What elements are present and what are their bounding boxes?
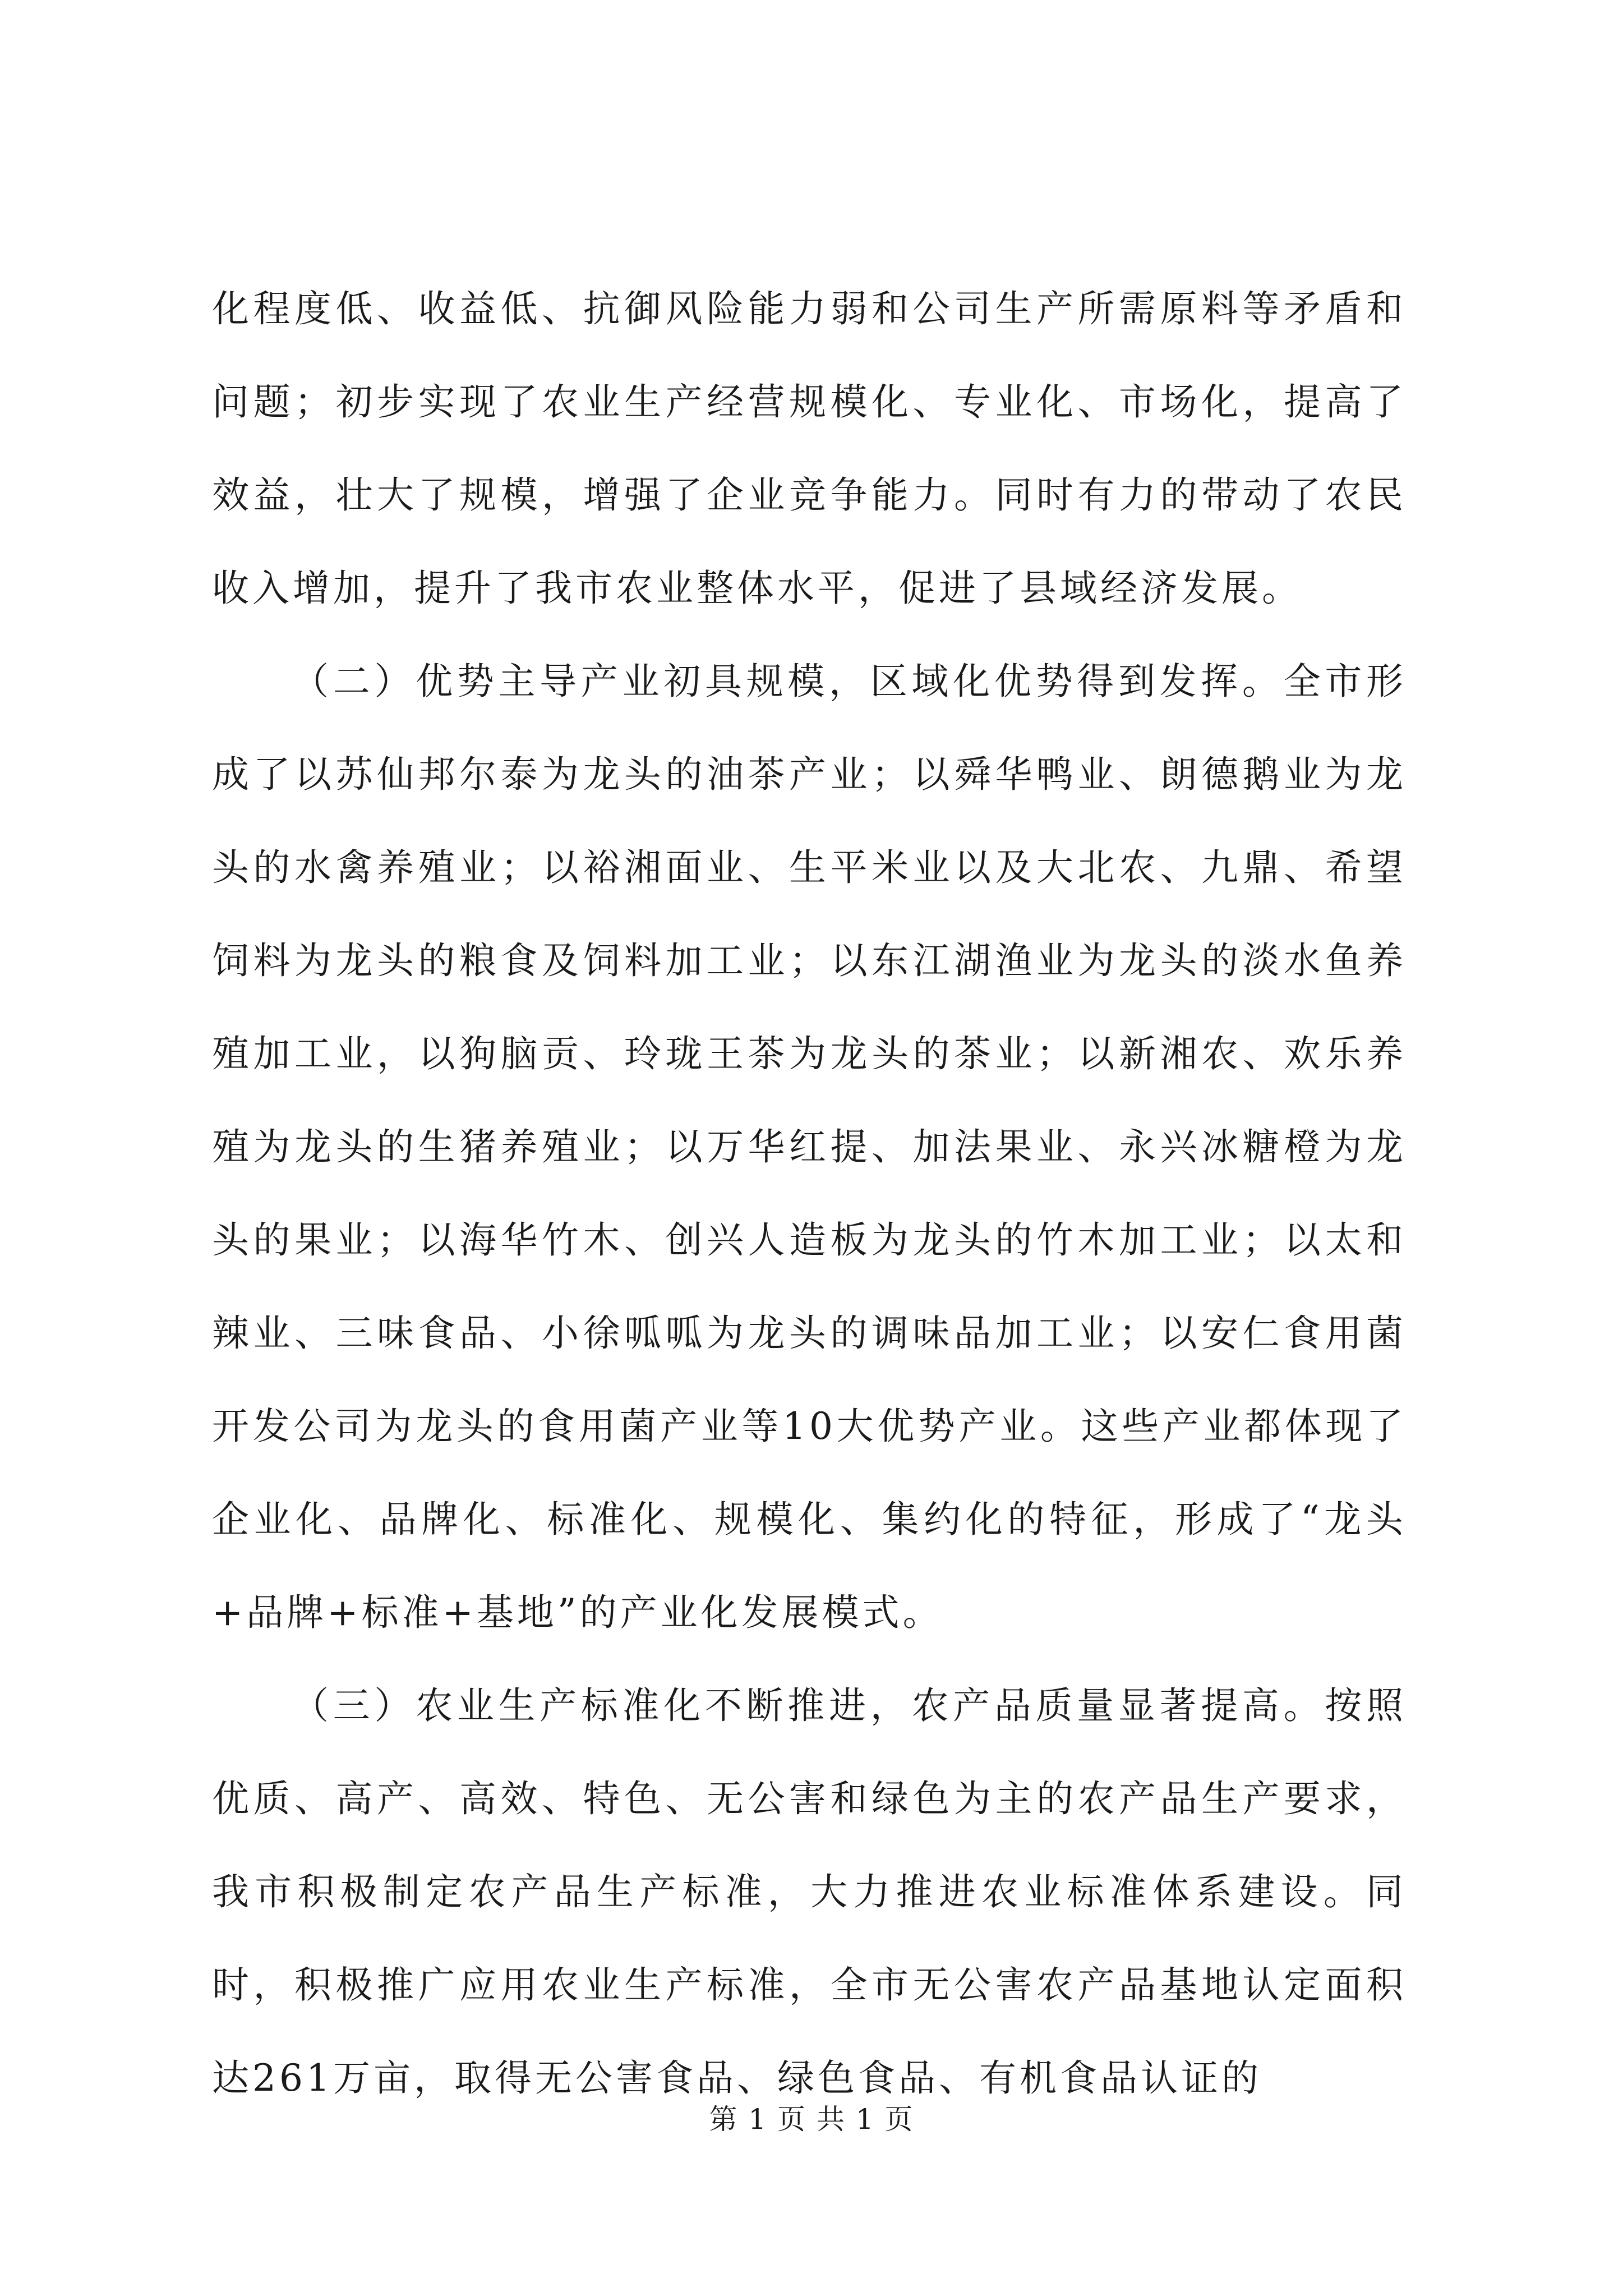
paragraph-3: （三）农业生产标准化不断推进，农产品质量显著提高。按照优质、高产、高效、特色、无公害和绿色为主的农产品生产要求，我市积极制定农产品生产标准，大力推进农业标准体系建设。同时，积极推广应用农业生产标准，全市无公害农产品基地认定面积达261万亩，取得无公害食品、绿色食品、有机食品认证的 [212,1684,1407,2100]
page-footer: 第 1 页 共 1 页 [709,2103,914,2136]
paragraph-2: （二）优势主导产业初具规模，区域化优势得到发挥。全市形成了以苏仙邦尔泰为龙头的油茶产业；以舜华鸭业、朗德鹅业为龙头的水禽养殖业；以裕湘面业、生平米业以及大北农、九鼎、希望饲料为龙头的粮食及饲料加工业；以东江湖渔业为龙头的淡水鱼养殖加工业，以狗脑贡、玲珑王茶为龙头的茶业；以新湘农、欢乐养殖为龙头的生猪养殖业；以万华红提、加法果业、永兴冰糖橙为龙头的果业；以海华竹木、创兴人造板为龙头的竹木加工业；以太和辣业、三味食品、小徐呱呱为龙头的调味品加工业；以安仁食用菌开发公司为龙头的食用菌产业等10大优势产业。这些产业都体现了企业化、品牌化、标准化、规模化、集约化的特征，形成了“龙头+品牌+标准+基地”的产业化发展模式。 [212,660,1407,1634]
document-body [212,263,1407,2125]
paragraph-1: 化程度低、收益低、抗御风险能力弱和公司生产所需原料等矛盾和问题；初步实现了农业生产经营规模化、专业化、市场化，提高了效益，壮大了规模，增强了企业竞争能力。同时有力的带动了农民收入增加，提升了我市农业整体水平，促进了县域经济发展。 [212,287,1407,610]
